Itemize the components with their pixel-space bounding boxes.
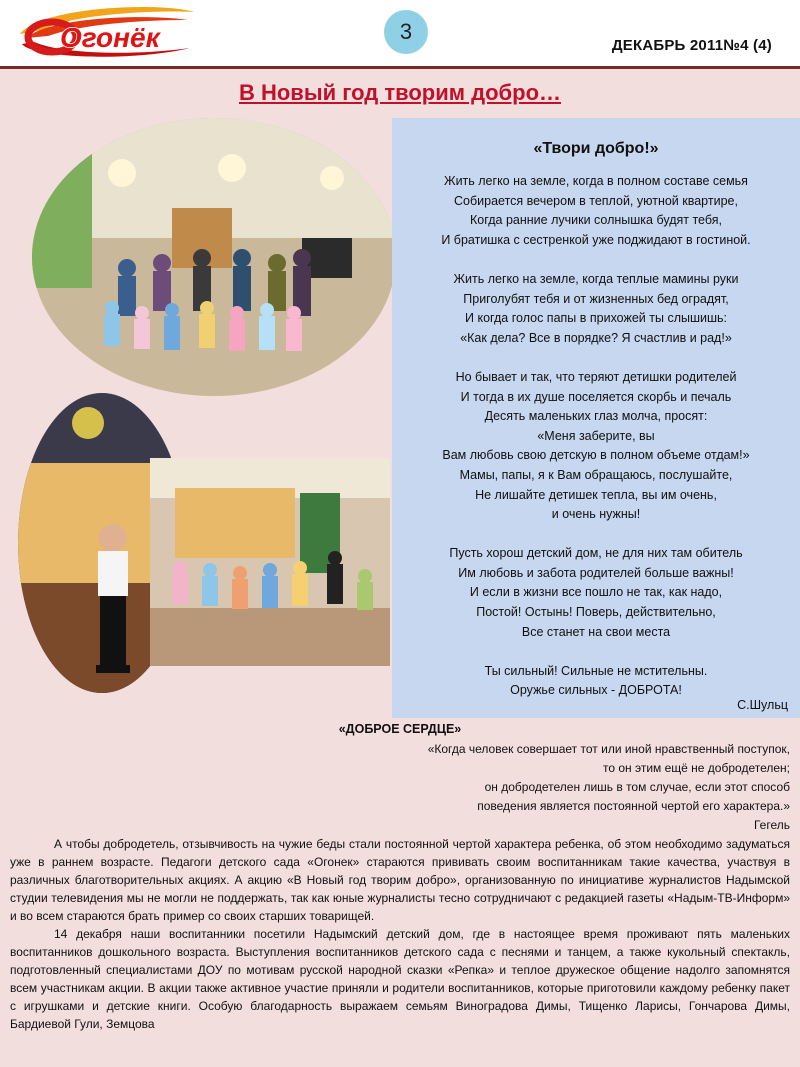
- poem-stanza: [398, 270, 794, 348]
- poem-line: «Как дела? Все в порядке? Я счастлив и рад!»: [460, 330, 732, 345]
- poem-line: Постой! Остынь! Поверь, действительно,: [476, 605, 716, 620]
- poem-line: Оружье сильных - ДОБРОТА!: [510, 683, 682, 698]
- quote-line: «Когда человек совершает тот или иной нравственный поступок,: [427, 742, 790, 756]
- quote-line: он добродетелен лишь в том случае, если этот способ: [484, 780, 790, 794]
- poem-stanza: [398, 368, 794, 525]
- issue-label: ДЕКАБРЬ 2011№4 (4): [611, 37, 772, 54]
- group-photo: [32, 118, 396, 396]
- poem-line: Собирается вечером в теплой, уютной квартире,: [454, 193, 738, 208]
- poem-line: Им любовь и забота родителей больше важны!: [458, 565, 734, 580]
- svg-text:Огонёк: Огонёк: [60, 22, 160, 53]
- poem-line: И если в жизни все пошло не так, как надо,: [469, 585, 723, 600]
- page-title-text: В Новый год творим добро…: [238, 80, 562, 105]
- newspaper-logo: [12, 4, 197, 62]
- poem-line: Приголубят тебя и от жизненных бед оградят,: [463, 291, 729, 306]
- epigraph-quote: [10, 740, 790, 835]
- poem-body: [398, 172, 794, 721]
- poem-line: Ты сильный! Сильные не мстительны.: [484, 663, 708, 678]
- poem-line: «Меня заберите, вы: [537, 428, 655, 443]
- poem-author: С.Шульц: [737, 698, 788, 712]
- performance-photo: [150, 458, 390, 666]
- article-paragraph: 14 декабря наши воспитанники посетили Надымский детский дом, где в настоящее время проживают пять маленьких воспитанников дошкольного возраста. Выступления воспитанников детского сада с песнями и танцем, а также кукольный спектакль, подготовленный специалистами ДОУ по мотивам русской народной сказки «Репка» и теплое дружеское общение надолго запомнятся всем участникам акции. В акции также активное участие приняли и родители воспитанников, которые приготовили каждому ребенку пакет с игрушками и детские книги. Особую благодарность выражаем семьям Виноградова Димы, Тищенко Ларисы, Гончарова Димы, Бардиевой Гули, Земцова: [10, 927, 790, 1031]
- poem-line: Когда ранние лучики солнышка будят тебя,: [470, 213, 722, 228]
- poem-stanza: [398, 544, 794, 642]
- photo-collage: [0, 118, 392, 718]
- poem-title: «Твори добро!»: [533, 140, 659, 157]
- header-divider: [0, 66, 800, 69]
- poem-line: И тогда в их душе поселяется скорбь и печаль: [460, 389, 732, 404]
- poem-stanza: [398, 662, 794, 701]
- poem-panel: [392, 118, 800, 718]
- poem-line: Жить легко на земле, когда теплые мамины руки: [453, 271, 739, 286]
- page-number-badge: [384, 10, 428, 54]
- poem-line: Но бывает и так, что теряют детишки родителей: [455, 369, 737, 384]
- page-header: [0, 0, 800, 68]
- quote-author: Гегель: [753, 818, 790, 832]
- poem-line: Пусть хорош детский дом, не для них там обитель: [449, 546, 743, 561]
- poem-line: Вам любовь свою детскую в полном объеме отдам!»: [442, 448, 750, 463]
- poem-line: Все станет на свои места: [521, 624, 671, 639]
- poem-line: Не лишайте детишек тепла, вы им очень,: [475, 487, 717, 502]
- poem-line: Десять маленьких глаз молча, просят:: [484, 409, 708, 424]
- article-paragraph: А чтобы добродетель, отзывчивость на чужие беды стали постоянной чертой характера ребенка, об этом необходимо задуматься уже в раннем возрасте. Педагоги детского сада «Огонек» стараются прививать своим воспитанникам такие качества, участвуя в различных благотворительных акциях. А акцию «В Новый год творим добро», организованную по инициативе журналистов Надымской студии телевидения мы не могли не поддержать, так как юные журналисты тесно сотрудничают с редакцией газеты «Надым-ТВ-Информ» и во всем стараются брать пример со своих старших товарищей.: [10, 837, 790, 923]
- poem-line: и очень нужны!: [551, 507, 641, 522]
- quote-line: поведения является постоянной чертой его характера.»: [477, 799, 790, 813]
- article: [10, 722, 790, 1067]
- page-title: [0, 80, 800, 106]
- quote-line: то он этим ещё не добродетелен;: [602, 761, 790, 775]
- poem-line: И братишка с сестренкой уже поджидают в гостиной.: [441, 232, 751, 247]
- poem-line: И когда голос папы в прихожей ты слышишь:: [465, 311, 727, 326]
- article-heading: «ДОБРОЕ СЕРДЦЕ»: [338, 722, 462, 736]
- poem-line: Мамы, папы, я к Вам обращаюсь, послушайте,: [459, 467, 733, 482]
- page-number: 3: [399, 19, 413, 44]
- poem-line: Жить легко на земле, когда в полном составе семья: [444, 174, 748, 188]
- poem-stanza: [398, 172, 794, 250]
